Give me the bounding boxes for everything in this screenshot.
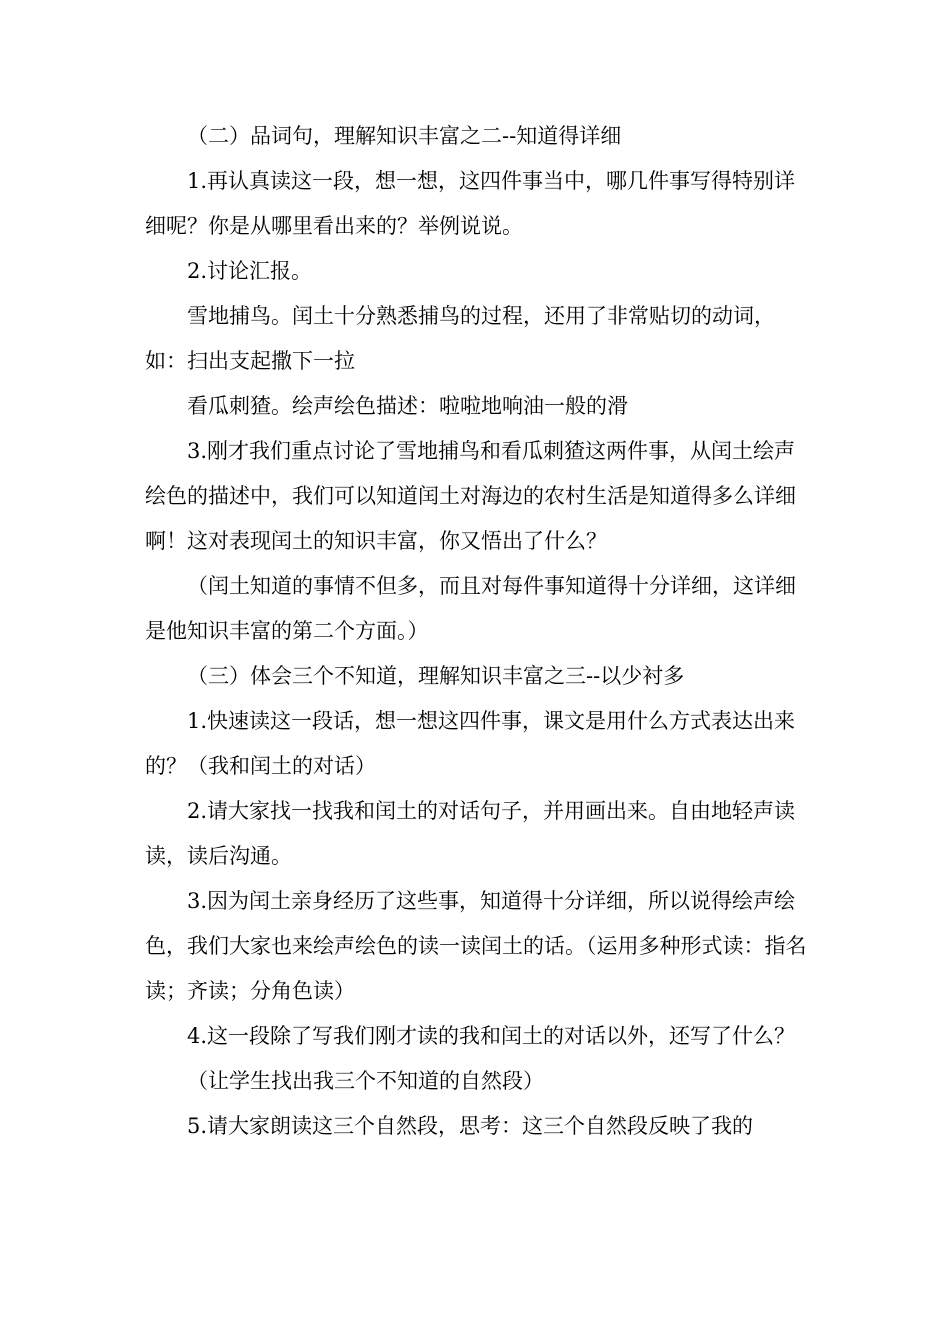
paragraph-section-two-heading: （二）品词句，理解知识丰富之二--知道得详细 <box>187 124 622 148</box>
paragraph-question-4: 4.这一段除了写我们刚才读的我和闰土的对话以外，还写了什么？ <box>187 1024 796 1048</box>
paragraph-student-task: （让学生找出我三个不知道的自然段） <box>187 1069 544 1093</box>
paragraph-find-dialogue: 2.请大家找一找我和闰土的对话句子，并用画出来。自由地轻声读读，读后沟通。 <box>145 799 796 868</box>
paragraph-fast-reading: 1.快速读这一段话，想一想这四件事，课文是用什么方式表达出来的？（我和闰土的对话） <box>145 709 796 778</box>
paragraph-snow-bird-catching: 雪地捕鸟。闰土十分熟悉捕鸟的过程，还用了非常贴切的动词，如：扫出支起撒下一拉 <box>145 304 775 373</box>
paragraph-vivid-reading: 3.因为闰土亲身经历了这些事，知道得十分详细，所以说得绘声绘色，我们大家也来绘声绘色的读一读闰土的话。（运用多种形式读：指名读；齐读；分角色读） <box>145 889 807 1003</box>
paragraph-question-5: 5.请大家朗读这三个自然段，思考：这三个自然段反映了我的 <box>187 1114 754 1138</box>
paragraph-section-three-heading: （三）体会三个不知道，理解知识丰富之三--以少衬多 <box>187 664 685 688</box>
document-body <box>145 114 810 1149</box>
paragraph-answer-note: （闰土知道的事情不但多，而且对每件事知道得十分详细，这详细是他知识丰富的第二个方面。） <box>145 574 796 643</box>
paragraph-discussion-report: 2.讨论汇报。 <box>187 259 313 283</box>
paragraph-question-3: 3.刚才我们重点讨论了雪地捕鸟和看瓜刺猹这两件事，从闰土绘声绘色的描述中，我们可以知道闰土对海边的农村生活是知道得多么详细啊！这对表现闰土的知识丰富，你又悟出了什么？ <box>145 439 796 553</box>
paragraph-melon-watching: 看瓜刺猹。绘声绘色描述：啦啦地响油一般的滑 <box>187 394 628 418</box>
paragraph-question-1: 1.再认真读这一段，想一想，这四件事当中，哪几件事写得特别详细呢？你是从哪里看出来的？举例说说。 <box>145 169 796 238</box>
